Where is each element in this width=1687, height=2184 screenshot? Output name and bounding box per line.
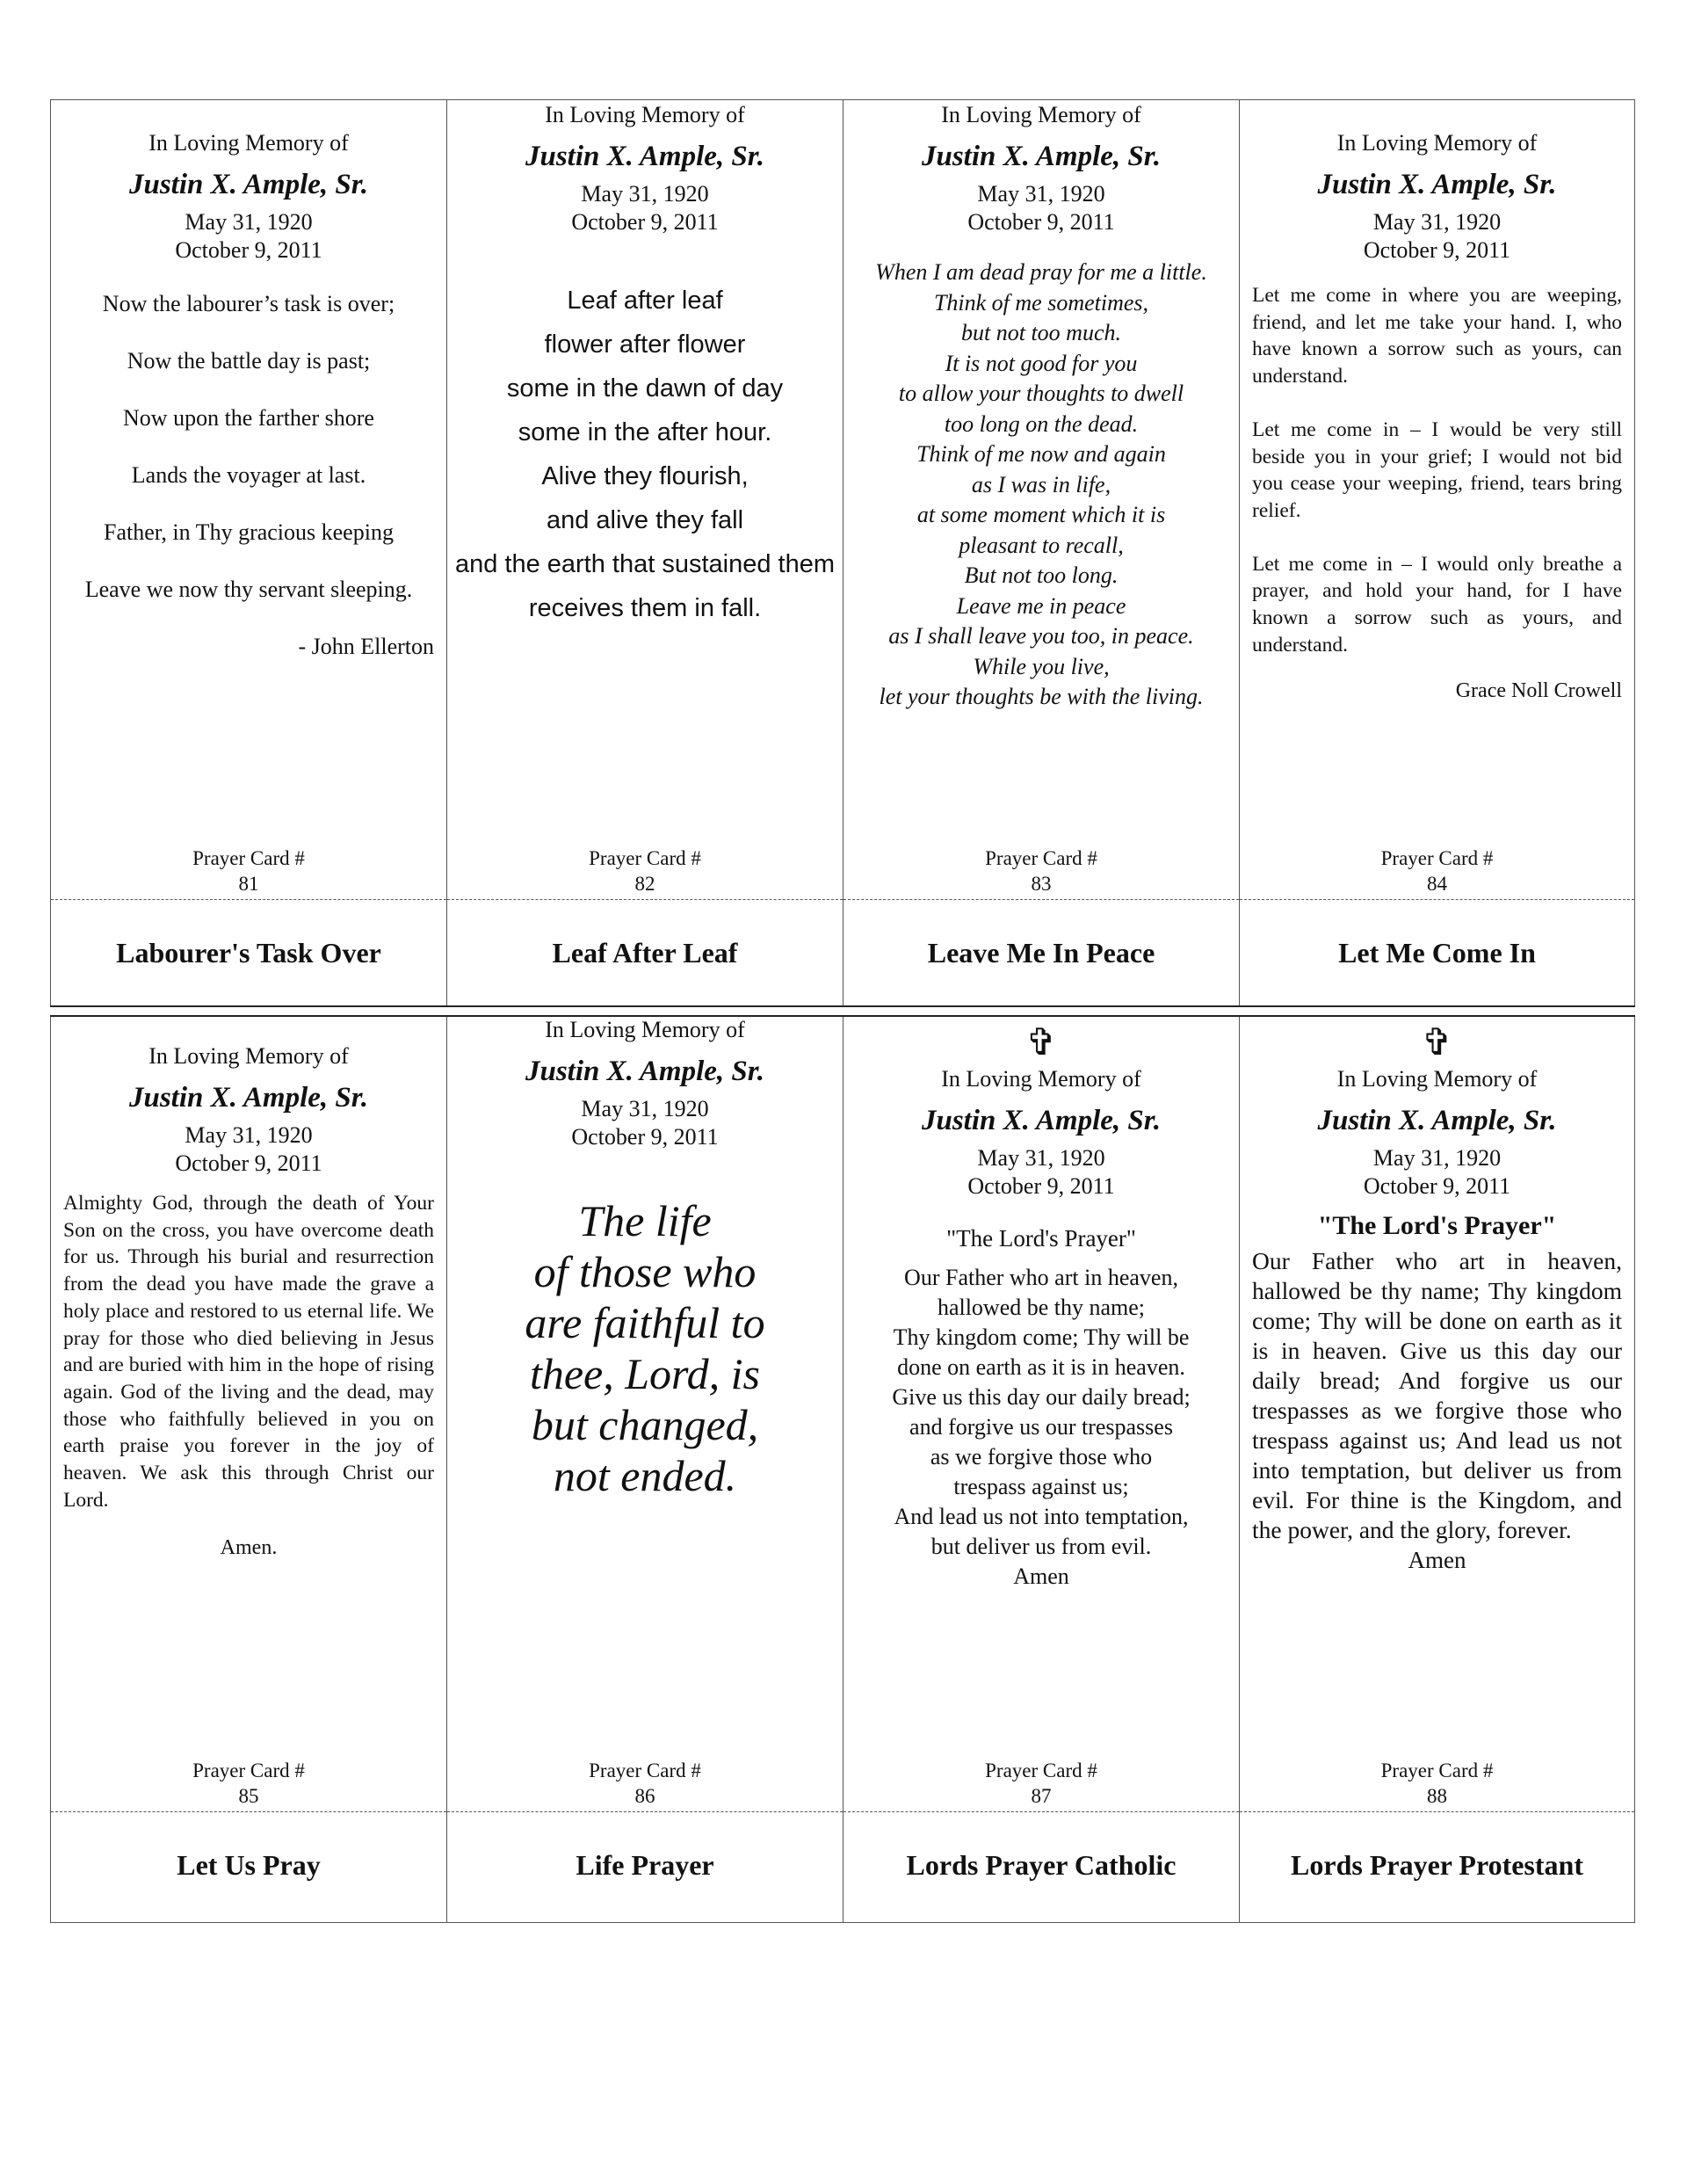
memory-heading: In Loving Memory of xyxy=(148,1043,349,1069)
card-number: Prayer Card # 84 xyxy=(1380,847,1494,895)
memory-heading: In Loving Memory of xyxy=(1336,1066,1538,1092)
memory-heading: In Loving Memory of xyxy=(148,130,349,156)
prayer-heading: "The Lord's Prayer" xyxy=(1317,1211,1557,1240)
deceased-name: Justin X. Ample, Sr. xyxy=(921,141,1162,172)
card-number: Prayer Card # 83 xyxy=(985,847,1097,895)
deceased-name: Justin X. Ample, Sr. xyxy=(1317,1105,1557,1136)
dates: May 31, 1920 October 9, 2011 xyxy=(1363,1145,1511,1199)
prayer-card-sheet xyxy=(50,99,1635,1923)
poem: Let me come in where you are weeping, friend, and let me take your hand. I, who have known a sorrow such as yours, can understand. Let me come in – I would be very still beside you in your grief; I would not bid you cease your weeping, friend, tears bring relief. Let me come in – I would only breathe a prayer, and hold your hand, for I have known a sorrow such as yours, and understand. xyxy=(1252,284,1622,657)
card-number: Prayer Card # 86 xyxy=(589,1760,701,1807)
memory-heading: In Loving Memory of xyxy=(941,1066,1141,1092)
dates: May 31, 1920 October 9, 2011 xyxy=(967,181,1115,235)
card-title: Lords Prayer Protestant xyxy=(1291,1848,1583,1881)
card-number: Prayer Card # 85 xyxy=(192,1760,305,1807)
prayer-text: Our Father who art in heaven, hallowed be thy name; Thy kingdom come; Thy will be done on earth as it is in heaven. Give us this day our daily bread; and forgive us our trespasses as we forgive those who trespass against us; And lead us not into temptation, but deliver us from evil. Amen xyxy=(892,1265,1191,1589)
memory-heading: In Loving Memory of xyxy=(545,1017,745,1042)
cross-icon: ✞ xyxy=(1421,1023,1453,1063)
prayer-heading: "The Lord's Prayer" xyxy=(946,1225,1136,1252)
prayer-card-84[interactable] xyxy=(1239,99,1635,1005)
prayer-text: Almighty God, through the death of Your Son on the cross, you have overcome death for us. Through his burial and resurrection from the dead you have made the grave a holy place and restored to us eternal life. We pray for those who died believing in Jesus and are buried with him in the hope of rising again. God of the living and the dead, may those who faithfully believed in you on earth praise you forever in the joy of heaven. We ask this through Christ our Lord. xyxy=(63,1192,434,1512)
deceased-name: Justin X. Ample, Sr. xyxy=(128,169,369,200)
poem: Now the labourer’s task is over; Now the battle day is past; Now upon the farther shore Lands the voyager at last. Father, in Thy gracious keeping Leave we now thy servant sleeping. - John Ellerton xyxy=(51,275,446,675)
prayer-card-88[interactable] xyxy=(1239,1017,1635,1923)
dates: May 31, 1920 October 9, 2011 xyxy=(175,209,322,263)
deceased-name: Justin X. Ample, Sr. xyxy=(1317,169,1557,200)
closing: Amen. xyxy=(220,1536,278,1560)
memory-heading: In Loving Memory of xyxy=(941,102,1141,127)
prayer-text: Our Father who art in heaven, hallowed be thy name; Thy kingdom come; Thy will be done on earth as it is in heaven. Give us this day our daily bread; And forgive us our trespasses as we forgive those who trespass against us; And lead us not into temptation, but deliver us from evil. For thine is the Kingdom, and the power, and the glory, forever. xyxy=(1252,1247,1622,1543)
card-title: Lords Prayer Catholic xyxy=(906,1848,1177,1881)
poem-author: - John Ellerton xyxy=(298,634,434,659)
cross-icon: ✞ xyxy=(1025,1023,1057,1063)
card-row-bottom xyxy=(50,1017,1635,1923)
deceased-name: Justin X. Ample, Sr. xyxy=(128,1082,369,1114)
dates: May 31, 1920 October 9, 2011 xyxy=(571,181,719,235)
verse: The life of those who are faithful to thee, Lord, is but changed, not ended. xyxy=(525,1196,765,1500)
dates: May 31, 1920 October 9, 2011 xyxy=(967,1145,1115,1199)
card-title: Labourer's Task Over xyxy=(116,936,381,969)
card-title: Life Prayer xyxy=(576,1848,714,1881)
card-title: Leave Me In Peace xyxy=(927,936,1155,969)
prayer-card-86[interactable] xyxy=(446,1017,843,1923)
card-title: Leaf After Leaf xyxy=(552,936,738,969)
row-separator xyxy=(50,1005,1635,1017)
dates: May 31, 1920 October 9, 2011 xyxy=(175,1122,322,1176)
deceased-name: Justin X. Ample, Sr. xyxy=(921,1105,1162,1136)
poem-author: Grace Noll Crowell xyxy=(1455,679,1622,703)
card-row-top xyxy=(50,99,1635,1005)
closing: Amen xyxy=(1408,1547,1466,1573)
poem: When I am dead pray for me a little. Think of me sometimes, but not too much. It is not good for you to allow your thoughts to dwell too long on the dead. Think of me now and again as I was in life, at some moment which it is pleasant to recall, But not too long. Leave me in peace as I shall leave you too, in peace. While you live, let your thoughts be with the living. xyxy=(875,259,1207,709)
card-number: Prayer Card # 88 xyxy=(1380,1760,1494,1807)
prayer-card-85[interactable] xyxy=(50,1017,446,1923)
prayer-card-83[interactable] xyxy=(843,99,1239,1005)
poem: Leaf after leaf flower after flower some in the dawn of day some in the after hour. Alive they flourish, and alive they fall and the earth that sustained them receives them in fall. xyxy=(454,287,836,622)
card-number: Prayer Card # 82 xyxy=(589,847,701,895)
card-title: Let Me Come In xyxy=(1338,936,1536,969)
card-number: Prayer Card # 81 xyxy=(192,847,305,895)
card-title: Let Us Pray xyxy=(177,1848,321,1881)
prayer-card-81[interactable] xyxy=(50,99,446,1005)
memory-heading: In Loving Memory of xyxy=(1336,130,1538,156)
prayer-card-87[interactable] xyxy=(843,1017,1239,1923)
deceased-name: Justin X. Ample, Sr. xyxy=(525,1056,765,1087)
prayer-card-82[interactable] xyxy=(446,99,843,1005)
deceased-name: Justin X. Ample, Sr. xyxy=(525,141,765,172)
memory-heading: In Loving Memory of xyxy=(545,102,745,127)
card-number: Prayer Card # 87 xyxy=(985,1760,1097,1807)
dates: May 31, 1920 October 9, 2011 xyxy=(571,1096,719,1150)
dates: May 31, 1920 October 9, 2011 xyxy=(1363,209,1511,263)
